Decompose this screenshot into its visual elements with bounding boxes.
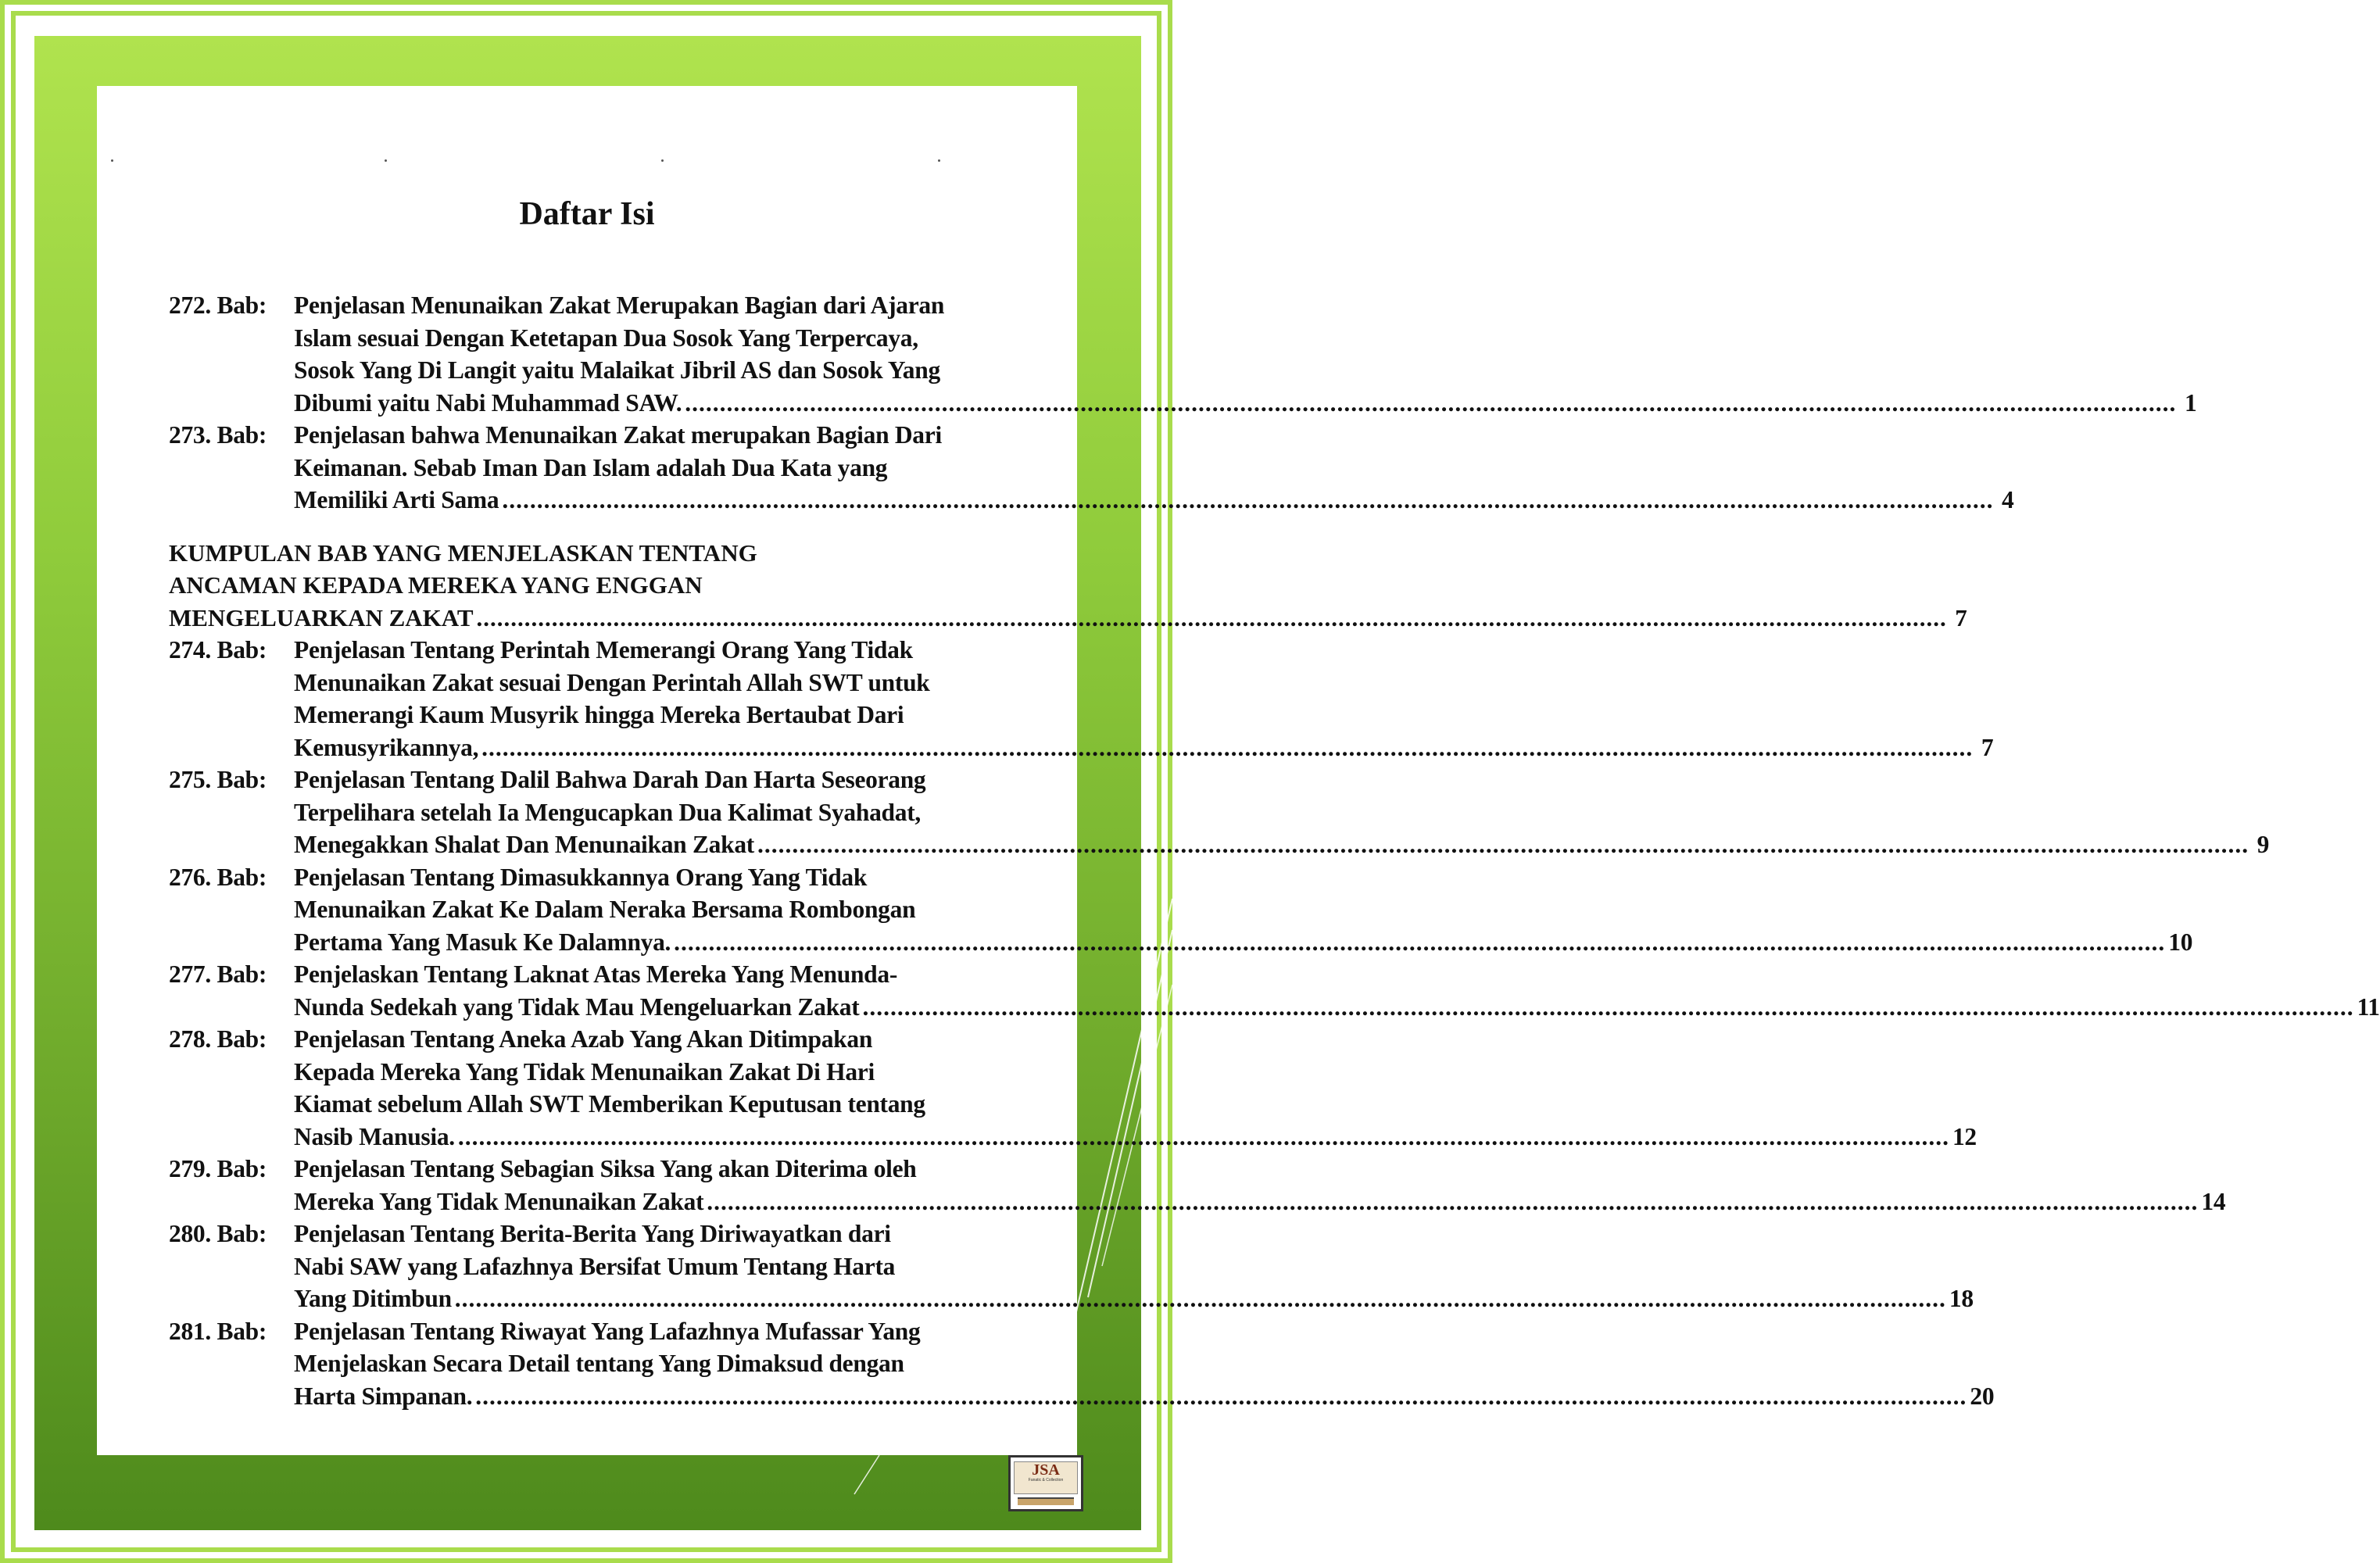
toc-entry [169, 1315, 1995, 1413]
toc-entry [169, 1218, 1974, 1315]
entry-leader [294, 731, 1993, 764]
page-number: 9 [2257, 831, 2270, 858]
entry-line: Kepada Mereka Yang Tidak Menunaikan Zakat Di Hari [294, 1057, 875, 1086]
entry-leader [294, 1282, 1974, 1315]
toc-group-b [169, 634, 2380, 1412]
logo-subtext: Fanatic & Collection [1028, 1478, 1064, 1483]
entry-line: Penjelasan bahwa Menunaikan Zakat merupakan Bagian Dari [294, 421, 942, 449]
entry-leader [294, 387, 2196, 420]
logo-sign [1014, 1461, 1078, 1494]
jsa-logo [1008, 1455, 1083, 1511]
dot-leader [455, 1282, 1946, 1315]
entry-line: Penjelasan Tentang Sebagian Siksa Yang akan Diterima oleh [294, 1155, 917, 1182]
dot-leader [707, 1186, 2198, 1218]
entry-line: Nunda Sedekah yang Tidak Mau Mengeluarkan Zakat [294, 993, 860, 1021]
entry-number: 275. Bab: [169, 766, 267, 793]
entry-line: Menjelaskan Secara Detail tentang Yang Dimaksud dengan [294, 1350, 904, 1377]
scan-dot [938, 159, 940, 162]
entry-line: Penjelasan Tentang Dalil Bahwa Darah Dan Harta Seseorang [294, 766, 926, 793]
entry-line: Pertama Yang Masuk Ke Dalamnya. [294, 928, 671, 956]
entry-number: 281. Bab: [169, 1317, 267, 1345]
entry-text [294, 1023, 1977, 1153]
entry-leader [294, 1121, 1977, 1153]
entry-text [294, 1315, 1994, 1413]
entry-text [294, 1153, 2225, 1218]
page-number: 1 [2184, 388, 2197, 417]
entry-line: Penjelasan Tentang Berita-Berita Yang Diriwayatkan dari [294, 1220, 891, 1247]
toc-entry [169, 764, 2270, 861]
section-line: MENGELUARKAN ZAKAT [169, 603, 474, 631]
page-number: 18 [1949, 1285, 1974, 1312]
page-number: 10 [2168, 928, 2193, 956]
section-line: KUMPULAN BAB YANG MENJELASKAN TENTANG [169, 538, 757, 567]
entry-text [294, 861, 2192, 959]
entry-line: Nabi SAW yang Lafazhnya Bersifat Umum Tentang Harta [294, 1252, 896, 1280]
entry-leader [294, 1186, 2225, 1218]
entry-text [294, 289, 2196, 419]
dot-leader [475, 1380, 1967, 1413]
entry-line: Menunaikan Zakat Ke Dalam Neraka Bersama Rombongan [294, 896, 916, 923]
toc-entry [169, 289, 2197, 419]
entry-line: Terpelihara setelah Ia Mengucapkan Dua Kalimat Syahadat, [294, 798, 921, 826]
section-heading [169, 537, 1967, 635]
entry-number: 280. Bab: [169, 1220, 267, 1247]
entry-line: Nasib Manusia. [294, 1122, 455, 1150]
entry-line: Menegakkan Shalat Dan Menunaikan Zakat [294, 831, 754, 858]
page-number: 20 [1970, 1382, 1995, 1410]
entry-line: Memiliki Arti Sama [294, 486, 499, 513]
dot-leader [502, 484, 1993, 517]
entry-leader [294, 991, 2380, 1024]
dot-leader [757, 828, 2249, 861]
entry-text [294, 764, 2269, 861]
page-number: 11 [2357, 993, 2380, 1021]
entry-line: Penjelasan Tentang Aneka Azab Yang Akan Ditimpakan [294, 1025, 873, 1053]
entry-line: Penjelaskan Tentang Laknat Atas Mereka Yang Menunda- [294, 960, 898, 988]
document-page [97, 86, 2380, 1455]
entry-line: Penjelasan Tentang Riwayat Yang Lafazhnya Mufassar Yang [294, 1317, 921, 1345]
scan-dot [661, 159, 664, 162]
entry-leader [294, 926, 2192, 959]
entry-number: 276. Bab: [169, 863, 267, 891]
entry-line: Memerangi Kaum Musyrik hingga Mereka Bertaubat Dari [294, 701, 904, 728]
dot-leader [477, 602, 1947, 635]
page-number: 14 [2201, 1187, 2226, 1215]
page-number: 7 [1955, 603, 1967, 631]
scan-dot [385, 159, 387, 162]
entry-text [294, 958, 2380, 1023]
entry-line: Harta Simpanan. [294, 1382, 473, 1410]
dot-leader [685, 387, 2176, 420]
entry-number: 274. Bab: [169, 636, 267, 663]
page-number: 12 [1952, 1122, 1977, 1150]
entry-line: Yang Ditimbun [294, 1285, 452, 1312]
entry-leader [294, 1380, 1994, 1413]
entry-line: Penjelasan Tentang Perintah Memerangi Orang Yang Tidak [294, 636, 913, 663]
entry-number: 272. Bab: [169, 291, 267, 319]
entry-leader [294, 484, 2013, 517]
entry-line: Islam sesuai Dengan Ketetapan Dua Sosok Yang Terpercaya, [294, 324, 918, 352]
entry-leader [294, 828, 2269, 861]
toc-entry [169, 861, 2193, 959]
scan-dot [111, 159, 113, 162]
dot-leader [674, 926, 2165, 959]
dot-leader [481, 731, 1973, 764]
entry-number: 278. Bab: [169, 1025, 267, 1053]
toc-entry [169, 958, 2380, 1023]
page-number: 4 [2002, 486, 2014, 513]
entry-text [294, 1218, 1974, 1315]
page-number: 7 [1981, 733, 1994, 761]
toc-group-a [169, 289, 2197, 517]
table-of-contents [169, 289, 2380, 1412]
dot-leader [458, 1121, 1949, 1153]
logo-text: JSA [1032, 1461, 1060, 1479]
logo-base [1018, 1497, 1074, 1505]
entry-text [294, 634, 1993, 764]
entry-line: Keimanan. Sebab Iman Dan Islam adalah Dua Kata yang [294, 453, 888, 481]
page-title: Daftar Isi [519, 196, 655, 232]
entry-line: Mereka Yang Tidak Menunaikan Zakat [294, 1187, 704, 1215]
entry-number: 273. Bab: [169, 421, 267, 449]
entry-number: 279. Bab: [169, 1155, 267, 1182]
entry-line: Dibumi yaitu Nabi Muhammad SAW. [294, 388, 682, 417]
entry-number: 277. Bab: [169, 960, 267, 988]
section-leader [169, 602, 1967, 635]
toc-entry [169, 1153, 2226, 1218]
entry-line: Menunaikan Zakat sesuai Dengan Perintah Allah SWT untuk [294, 668, 930, 696]
toc-entry [169, 419, 2014, 517]
toc-entry [169, 634, 1994, 764]
dot-leader [862, 991, 2353, 1024]
entry-text [294, 419, 2013, 517]
entry-line: Penjelasan Menunaikan Zakat Merupakan Bagian dari Ajaran [294, 291, 945, 319]
section-line: ANCAMAN KEPADA MEREKA YANG ENGGAN [169, 571, 703, 599]
entry-line: Penjelasan Tentang Dimasukkannya Orang Yang Tidak [294, 863, 868, 891]
entry-line: Kiamat sebelum Allah SWT Memberikan Keputusan tentang [294, 1090, 925, 1118]
toc-entry [169, 1023, 1977, 1153]
entry-line: Sosok Yang Di Langit yaitu Malaikat Jibril AS dan Sosok Yang [294, 356, 940, 384]
entry-line: Kemusyrikannya, [294, 733, 479, 761]
